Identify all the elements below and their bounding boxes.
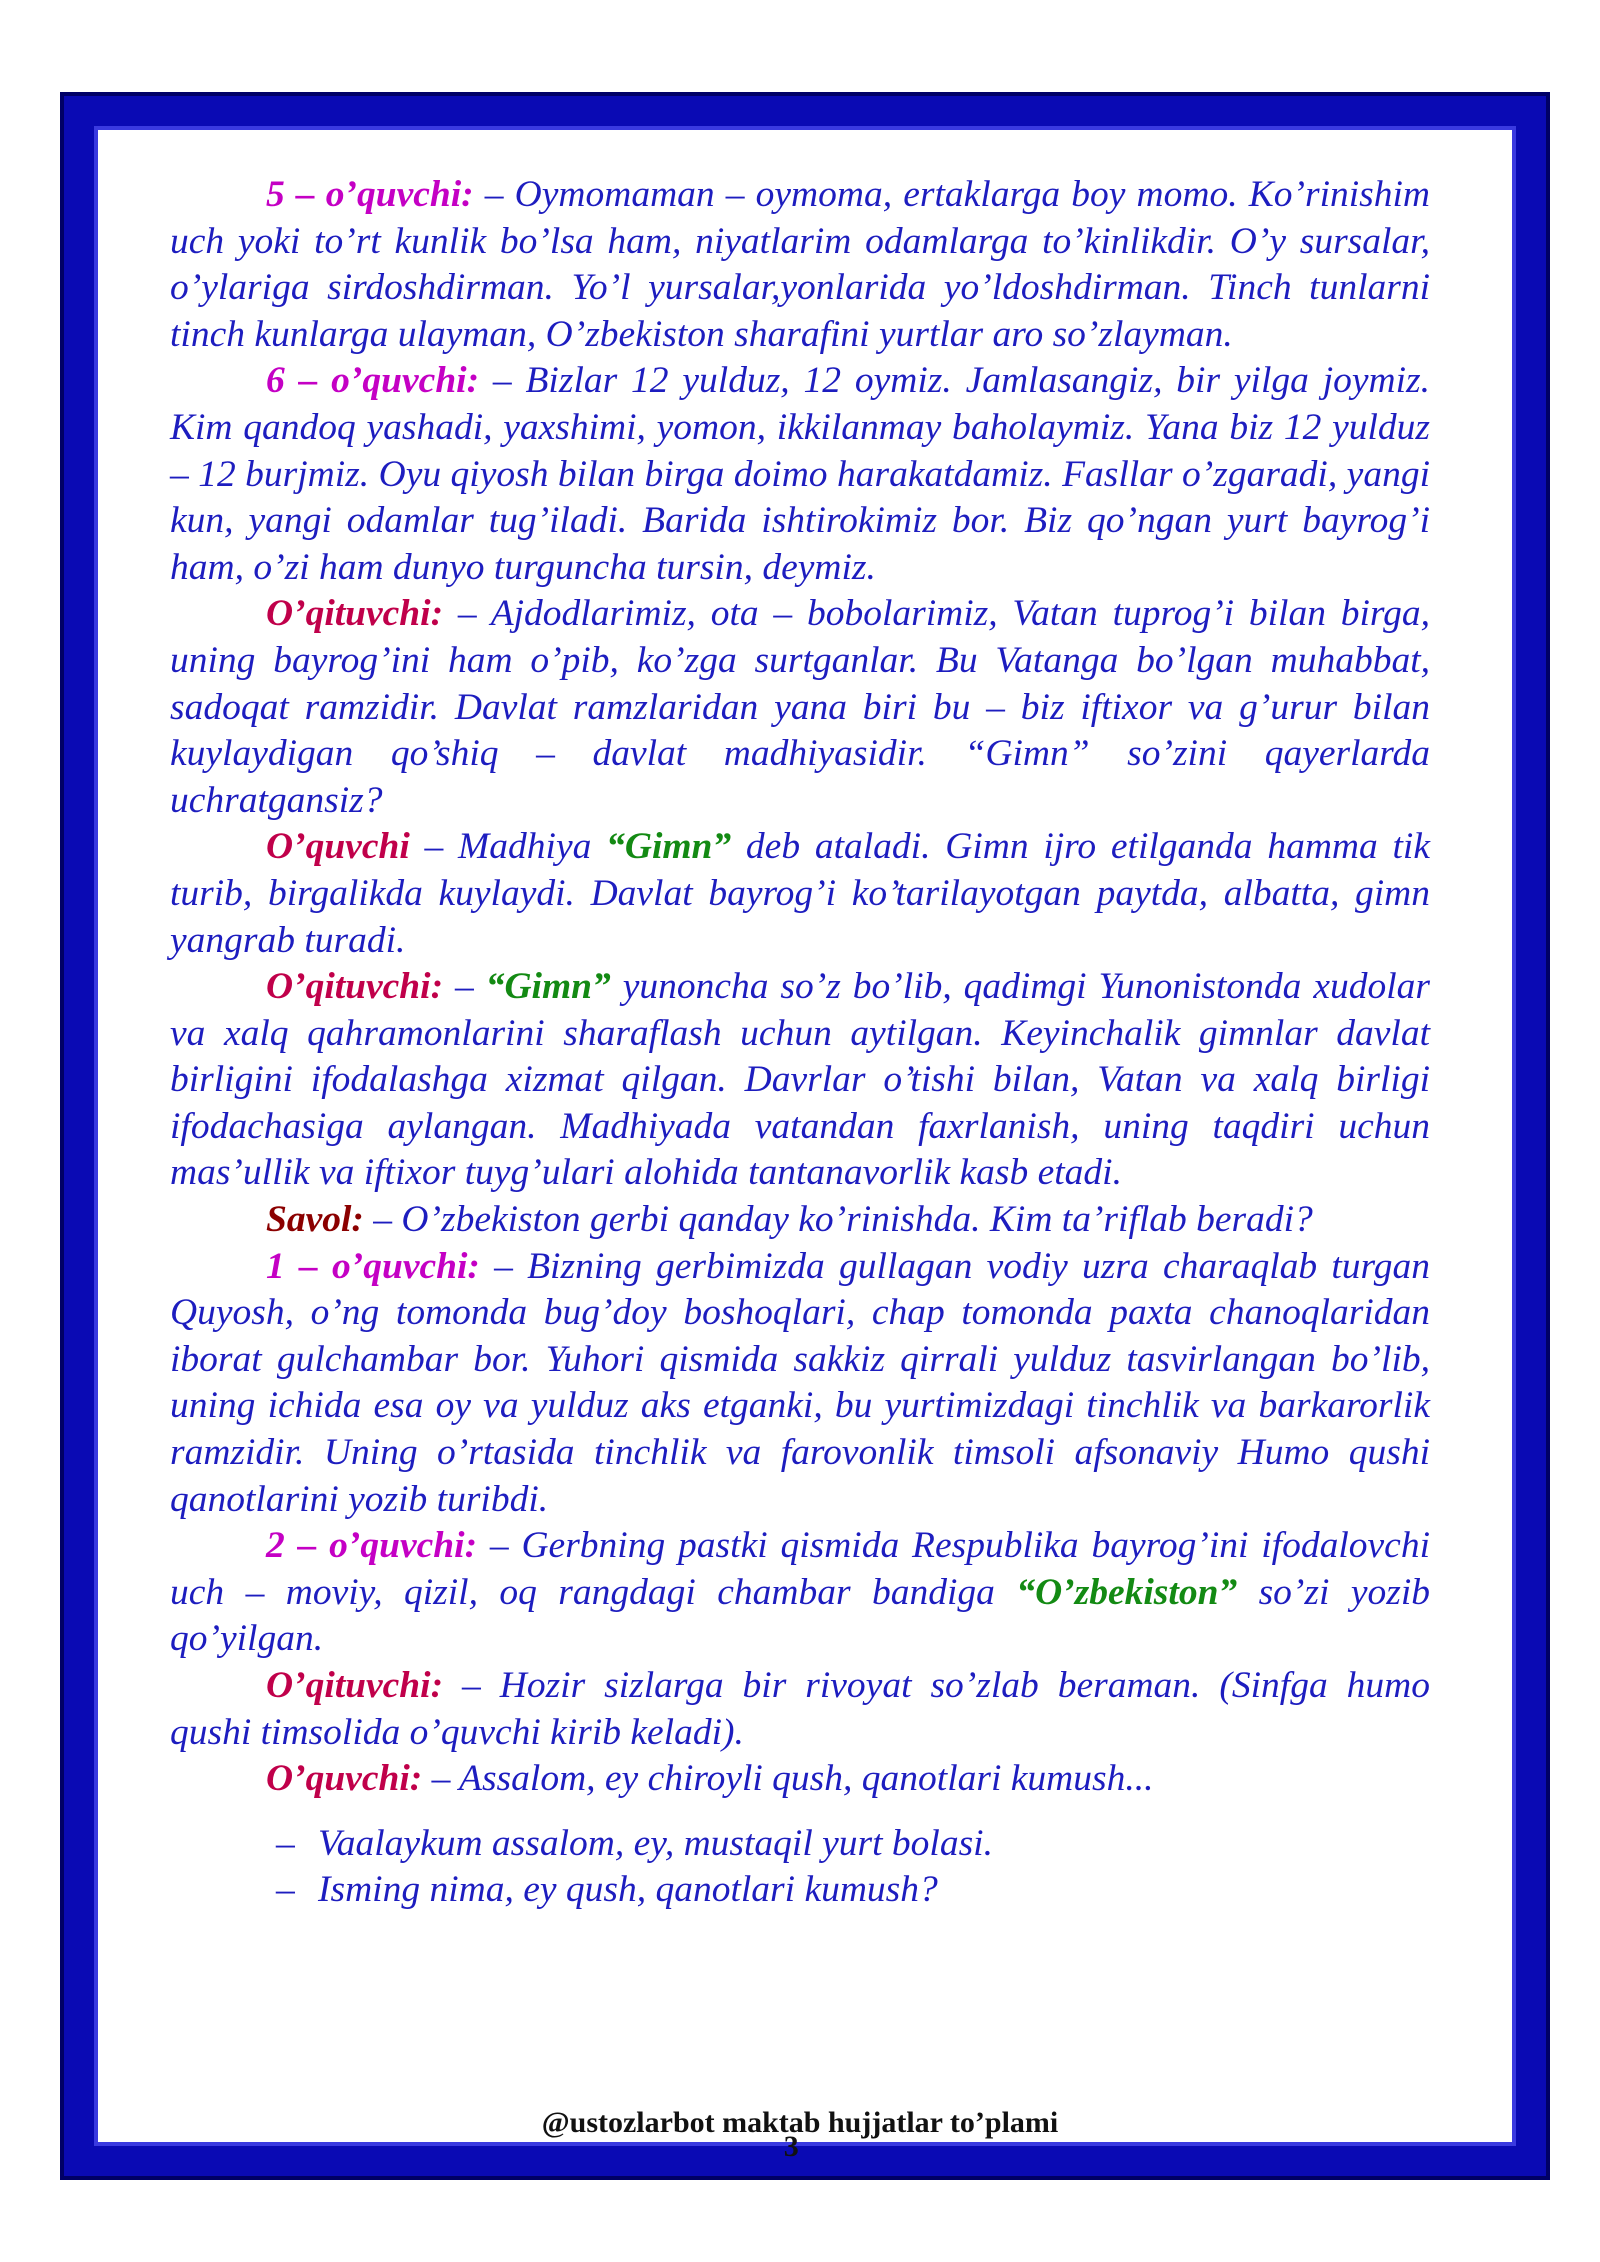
speaker-label: O’quvchi <box>266 826 410 868</box>
paragraph-text: yunoncha so’z bo’lib, qadimgi Yunonistonda xudolar va xalq qahramonlarini sharaflash uchun aytilgan. Keyinchalik gimnlar davlat birligini ifodalashga xizmat qilgan. Davrlar o’tishi bilan, Vatan va xalq birligi ifodachasiga aylangan. Madhiyada vatandan faxrlanish, uning taqdiri uchun mas’ullik va iftixor tuyg’ulari alohida tantanavorlik kasb etadi. <box>170 966 1430 1194</box>
speaker-label: 2 – o’quvchi: <box>266 1525 478 1567</box>
dialogue-text: Vaalaykum assalom, ey, mustaqil yurt bolasi. <box>318 1822 993 1864</box>
paragraph-text: so’zi yozib qo’yilgan. <box>170 1571 1431 1660</box>
paragraph-teacher-3 <box>170 1663 1430 1756</box>
speaker-label: O’qituvchi: <box>266 1665 444 1706</box>
page-footer <box>0 2106 1600 2163</box>
speaker-label: O’qituvchi: <box>266 593 444 635</box>
paragraph-text: deb ataladi. Gimn ijro etilganda hamma tik turib, birgalikda kuylaydi. Davlat bayrog’i ko’tarilayotgan paytda, albatta, gimn yangrab turadi. <box>170 826 1430 961</box>
paragraph-pupil-6 <box>170 358 1430 591</box>
highlight-term: “O’zbekiston” <box>1016 1571 1238 1613</box>
paragraph-text: – Assalom, ey chiroyli qush, qanotlari kumush... <box>422 1758 1154 1800</box>
highlight-term: “Gimn” <box>606 826 732 868</box>
speaker-label: 1 – o’quvchi: <box>266 1245 480 1287</box>
paragraph-pupil-1 <box>170 1244 1430 1524</box>
speaker-label: 5 – o’quvchi: <box>266 174 474 215</box>
speaker-label: O’quvchi: <box>266 1758 423 1800</box>
paragraph-text-before: – Madhiya <box>409 826 607 868</box>
speaker-label: Savol: <box>266 1199 364 1241</box>
dialogue-list <box>170 1821 1430 1914</box>
page-number-value: 3 <box>783 2130 799 2163</box>
paragraph-text: – Bizlar 12 yulduz, 12 oymiz. Jamlasangiz, bir yilga joymiz. Kim qandoq yashadi, yaxshimi, yomon, ikkilanmay baholaymiz. Yana biz 12 yulduz – 12 burjmiz. Oyu qiyosh bilan birga doimo harakatdamiz. Fasllar o’zgaradi, yangi kun, yangi odamlar tug’iladi. Barida ishtirokimiz bor. Biz qo’ngan yurt bayrog’i ham, o’zi ham dunyo turguncha tursin, deymiz. <box>170 360 1430 588</box>
paragraph-pupil-5 <box>170 172 1430 358</box>
paragraph-teacher-1 <box>170 591 1430 824</box>
dialogue-text: Isming nima, ey qush, qanotlari kumush? <box>318 1869 938 1911</box>
dash-marker: – <box>276 1822 295 1864</box>
dialogue-line <box>170 1821 1430 1868</box>
paragraph-text: – Bizning gerbimizda gullagan vodiy uzra charaqlab turgan Quyosh, o’ng tomonda bug’doy boshoqlari, chap tomonda paxta chanoqlaridan iborat gulchambar bor. Yuhori qismida sakkiz qirrali yulduz tasvirlangan bo’lib, uning ichida esa oy va yulduz aks etganki, bu yurtimizdagi tinchlik va barkarorlik ramzidir. Uning o’rtasida tinchlik va farovonlik timsoli afsonaviy Humo qushi qanotlarini yozib turibdi. <box>170 1245 1430 1520</box>
paragraph-pupil-greeting <box>170 1756 1430 1803</box>
paragraph-text: – Ajdodlarimiz, ota – bobolarimiz, Vatan tuprog’i bilan birga, uning bayrog’ini ham o’pib, ko’zga surtganlar. Bu Vatanga bo’lgan muhabbat, sadoqat ramzidir. Davlat ramzlaridan yana biri bu – biz iftixor va g’urur bilan kuylaydigan qo’shiq – davlat madhiyasidir. “Gimn” so’zini qayerlarda uchratgansiz? <box>170 593 1430 821</box>
paragraph-pupil-2 <box>170 1523 1430 1663</box>
highlight-term: “Gimn” <box>485 966 611 1008</box>
paragraph-pupil-gimn <box>170 824 1430 964</box>
dialogue-line <box>170 1867 1430 1914</box>
speaker-label: O’qituvchi: <box>266 966 444 1008</box>
paragraph-teacher-2 <box>170 964 1430 1197</box>
document-body <box>170 172 1430 1914</box>
paragraph-text-before: – Gerbning pastki qismida Respublika bayrog’ini ifodalovchi uch – moviy, qizil, oq rangdagi chambar bandiga <box>170 1525 1430 1613</box>
paragraph-text: – O’zbekiston gerbi qanday ko’rinishda. Kim ta’riflab beradi? <box>363 1199 1313 1241</box>
dash-marker: – <box>276 1869 295 1911</box>
paragraph-text-before: – <box>443 966 486 1008</box>
paragraph-text: – Oymomaman – oymoma, ertaklarga boy momo. Ko’rinishim uch yoki to’rt kunlik bo’lsa ham, niyatlarim odamlarga to’kinlikdir. O’y sursalar, o’ylariga sirdoshdirman. Yo’l yursalar,yonlarida yo’ldoshdirman. Tinch tunlarni tinch kunlarga ulayman, O’zbekiston sharafini yurtlar aro so’zlayman. <box>170 174 1431 355</box>
footer-text-right: b hujjatlar to’plami <box>803 2106 1059 2139</box>
speaker-label: 6 – o’quvchi: <box>266 360 480 402</box>
paragraph-question <box>170 1197 1430 1244</box>
paragraph-text: – Hozir sizlarga bir rivoyat so’zlab beraman. (Sinfga humo qushi timsolida o’quvchi kirib keladi). <box>170 1665 1430 1753</box>
footer-text-left: @ustozlarbot makta <box>541 2106 804 2139</box>
